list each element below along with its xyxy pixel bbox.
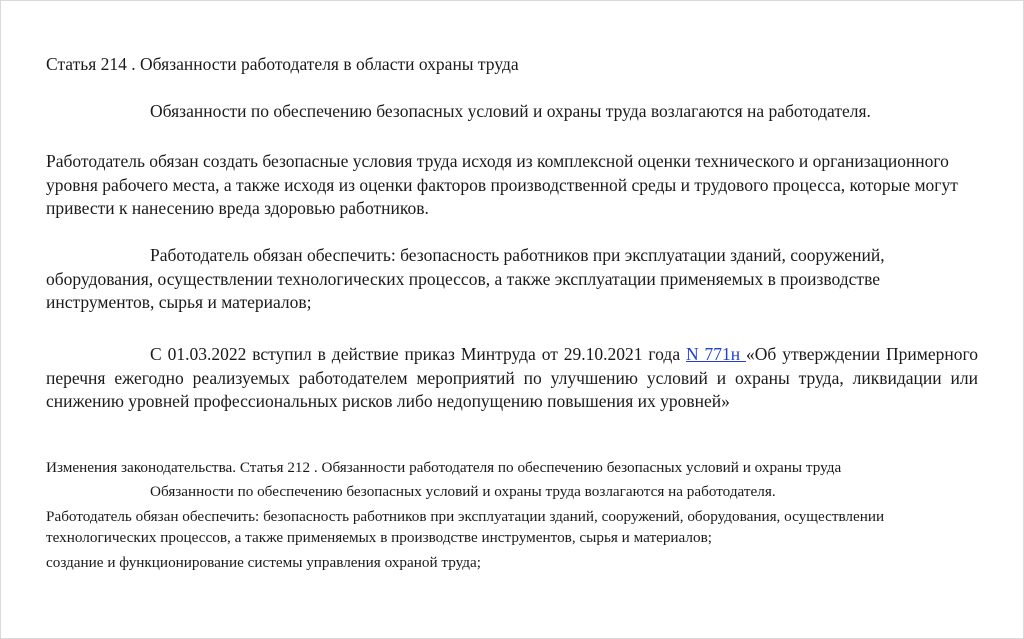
changes-paragraph-duties-text: Обязанности по обеспечению безопасных условий и охраны труда возлагаются на работодателя. <box>150 483 776 500</box>
changes-title: Изменения законодательства. Статья 212 . Обязанности работодателя по обеспечению безопасных условий и охраны труда <box>46 459 842 476</box>
paragraph-order-text-after: «Об утверждении Примерного перечня ежегодно реализуемых работодателем мероприятий по улучшению условий и охраны труда, ликвидации или снижению уровней профессиональных рисков либо недопущению повышения их уровней» <box>46 344 978 411</box>
paragraph-employer-must-text: Работодатель обязан обеспечить: безопасность работников при эксплуатации зданий, сооружений, оборудования, осуществлении технологических процессов, а также эксплуатации применяемых в производстве инструментов, сырья и материалов; <box>46 245 885 312</box>
order-link[interactable]: N 771н <box>685 344 747 364</box>
changes-paragraph-employer-must: Работодатель обязан обеспечить: безопасность работников при эксплуатации зданий, сооружений, оборудования, осуществлении технологических процессов, а также применяемых в производстве инструментов, сырья и материалов; <box>46 508 885 546</box>
paragraph-duties <box>46 100 978 124</box>
paragraph-employer-must <box>46 244 978 315</box>
paragraph-order-text-before: С 01.03.2022 вступил в действие приказ Минтруда от 29.10.2021 года <box>150 344 686 364</box>
paragraph-duties-text: Обязанности по обеспечению безопасных условий и охраны труда возлагаются на работодателя. <box>150 101 871 121</box>
changes-paragraph-duties <box>46 481 978 502</box>
paragraph-safe-conditions: Работодатель обязан создать безопасные условия труда исходя из комплексной оценки технического и организационного уровня рабочего места, а также исходя из оценки факторов производственной среды и трудового процесса, которые могут привести к нанесению вреда здоровью работников. <box>46 151 958 218</box>
changes-paragraph-management-system: создание и функционирование системы управления охраной труда; <box>46 554 481 571</box>
paragraph-order <box>46 343 978 414</box>
article-title: Статья 214 . Обязанности работодателя в области охраны труда <box>46 54 519 74</box>
